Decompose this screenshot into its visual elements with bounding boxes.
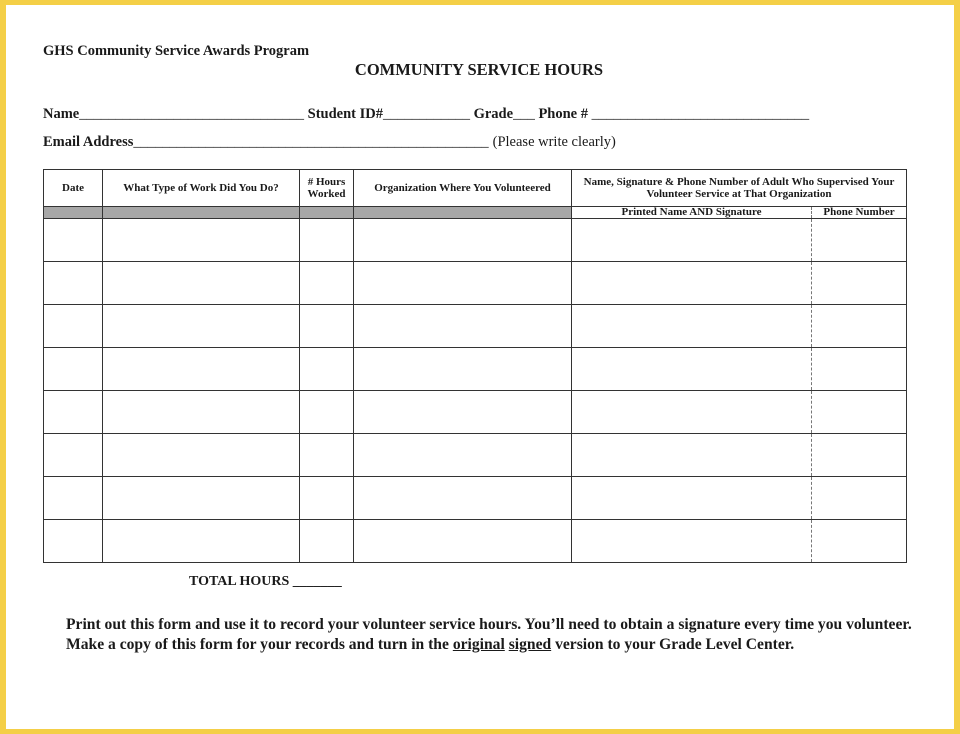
name-label: Name <box>43 106 80 122</box>
shade-cell <box>103 207 300 219</box>
supervisor-name-cell[interactable] <box>572 477 812 520</box>
col-hours: # Hours Worked <box>300 170 354 207</box>
supervisor-phone-cell[interactable] <box>812 520 907 563</box>
work-cell[interactable] <box>103 219 300 262</box>
work-cell[interactable] <box>103 520 300 563</box>
instructions-original: original <box>452 636 505 653</box>
organization-cell[interactable] <box>354 434 572 477</box>
student-id-field[interactable]: ____________ <box>382 106 470 122</box>
page-title-text: COMMUNITY SERVICE HOURS <box>354 60 604 79</box>
email-field[interactable]: _________________________________________________ <box>133 134 489 150</box>
supervisor-name-cell[interactable] <box>572 348 812 391</box>
table-header-row <box>44 170 907 207</box>
date-cell[interactable] <box>44 520 103 563</box>
table-row <box>44 477 907 520</box>
organization-cell[interactable] <box>354 305 572 348</box>
hours-cell[interactable] <box>300 391 354 434</box>
date-cell[interactable] <box>44 305 103 348</box>
subcol-phone: Phone Number <box>812 207 907 219</box>
instructions-text-1: Print out this form and use it to record your volunteer service hours. You’ll need to obtain a signature every time you volunteer. Make a copy of this form for your records and turn in the <box>66 616 912 653</box>
supervisor-phone-cell[interactable] <box>812 219 907 262</box>
organization-cell[interactable] <box>354 262 572 305</box>
date-cell[interactable] <box>44 348 103 391</box>
supervisor-phone-cell[interactable] <box>812 305 907 348</box>
work-cell[interactable] <box>103 434 300 477</box>
col-organization: Organization Where You Volunteered <box>354 170 572 207</box>
name-field[interactable]: _______________________________ <box>79 106 304 122</box>
email-label: Email Address <box>43 134 134 150</box>
hours-cell[interactable] <box>300 477 354 520</box>
supervisor-phone-cell[interactable] <box>812 391 907 434</box>
work-cell[interactable] <box>103 477 300 520</box>
supervisor-name-cell[interactable] <box>572 305 812 348</box>
instructions-text-2: version to your Grade Level Center. <box>551 636 795 653</box>
phone-label: Phone # <box>538 106 588 122</box>
grade-field[interactable]: ___ <box>513 106 535 122</box>
instructions <box>66 615 926 655</box>
hours-cell[interactable] <box>300 305 354 348</box>
work-cell[interactable] <box>103 348 300 391</box>
table-subheader-row <box>44 207 907 219</box>
supervisor-phone-cell[interactable] <box>812 477 907 520</box>
supervisor-phone-cell[interactable] <box>812 348 907 391</box>
hours-cell[interactable] <box>300 219 354 262</box>
table-row <box>44 348 907 391</box>
work-cell[interactable] <box>103 391 300 434</box>
table-row <box>44 219 907 262</box>
organization-cell[interactable] <box>354 219 572 262</box>
organization-cell[interactable] <box>354 477 572 520</box>
shade-cell <box>354 207 572 219</box>
supervisor-name-cell[interactable] <box>572 434 812 477</box>
hours-cell[interactable] <box>300 262 354 305</box>
page-title <box>6 60 954 80</box>
total-hours[interactable]: TOTAL HOURS _______ <box>189 574 342 589</box>
date-cell[interactable] <box>44 477 103 520</box>
subcol-printed-name: Printed Name AND Signature <box>572 207 812 219</box>
col-date: Date <box>44 170 103 207</box>
shade-cell <box>300 207 354 219</box>
hours-cell[interactable] <box>300 520 354 563</box>
date-cell[interactable] <box>44 262 103 305</box>
organization-cell[interactable] <box>354 520 572 563</box>
supervisor-name-cell[interactable] <box>572 520 812 563</box>
date-cell[interactable] <box>44 219 103 262</box>
col-work: What Type of Work Did You Do? <box>103 170 300 207</box>
program-name: GHS Community Service Awards Program <box>43 43 310 59</box>
table-row <box>44 434 907 477</box>
date-cell[interactable] <box>44 434 103 477</box>
col-supervisor: Name, Signature & Phone Number of Adult Who Supervised Your Volunteer Service at That Organization <box>572 170 907 207</box>
grade-label: Grade <box>473 106 514 122</box>
student-id-label: Student ID# <box>307 106 383 122</box>
form-page <box>6 5 954 729</box>
shade-cell <box>44 207 103 219</box>
supervisor-name-cell[interactable] <box>572 219 812 262</box>
table-row <box>44 391 907 434</box>
instructions-signed: signed <box>508 636 552 653</box>
table-row <box>44 520 907 563</box>
hours-cell[interactable] <box>300 434 354 477</box>
table-row <box>44 305 907 348</box>
date-cell[interactable] <box>44 391 103 434</box>
supervisor-phone-cell[interactable] <box>812 262 907 305</box>
student-info-line <box>43 106 809 123</box>
email-line <box>43 134 616 151</box>
supervisor-phone-cell[interactable] <box>812 434 907 477</box>
supervisor-name-cell[interactable] <box>572 391 812 434</box>
service-log-table <box>43 169 907 563</box>
organization-cell[interactable] <box>354 391 572 434</box>
table-body <box>44 219 907 563</box>
phone-field[interactable]: ______________________________ <box>587 106 810 122</box>
work-cell[interactable] <box>103 262 300 305</box>
organization-cell[interactable] <box>354 348 572 391</box>
supervisor-name-cell[interactable] <box>572 262 812 305</box>
hours-cell[interactable] <box>300 348 354 391</box>
email-note: (Please write clearly) <box>492 134 616 150</box>
work-cell[interactable] <box>103 305 300 348</box>
table-row <box>44 262 907 305</box>
